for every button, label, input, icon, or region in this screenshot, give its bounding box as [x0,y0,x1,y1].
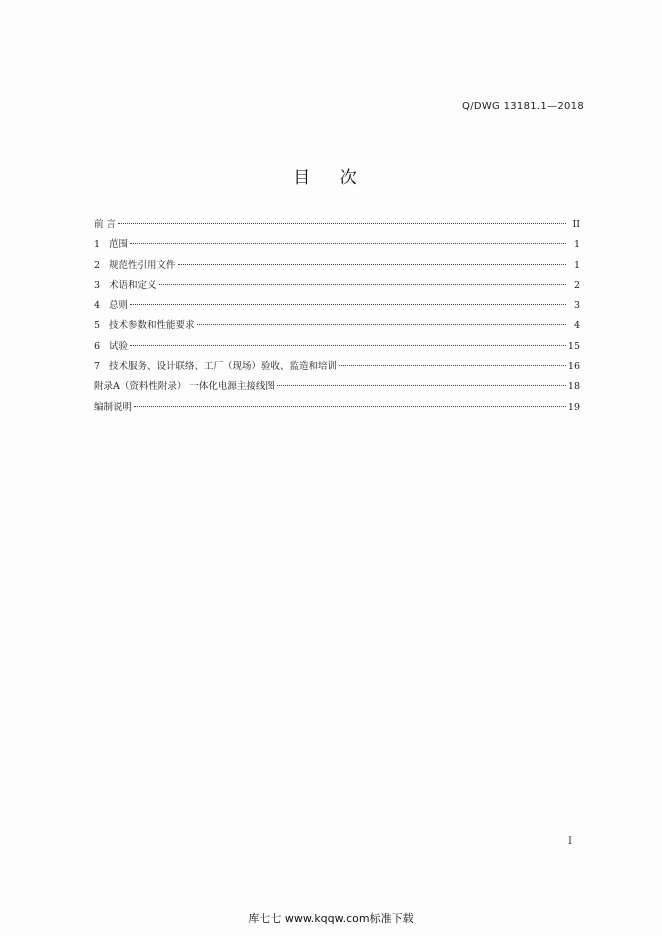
footer-watermark: 库七七 www.kqqw.com标准下载 [248,912,414,925]
toc-entry-number: 5 [94,320,101,332]
toc-entry-number: 2 [94,259,101,271]
toc-entry-general[interactable] [94,296,580,316]
toc-entry-label: 总则 [109,300,129,312]
toc-leader-dots [118,223,566,224]
toc-title: 目 次 [293,168,369,188]
toc-entry-page: 18 [567,381,580,393]
toc-entry-normative-references[interactable] [94,256,580,276]
toc-entry-technical-parameters[interactable] [94,316,580,336]
toc-entry-page: II [572,219,580,230]
toc-entry-label: 前 言 [94,219,117,230]
standard-code: Q/DWG 13181.1—2018 [462,101,584,112]
toc-entry-tests[interactable] [94,337,580,357]
toc-entry-foreword[interactable] [94,215,580,235]
toc-leader-dots [130,345,566,346]
toc-entry-label: 规范性引用文件 [109,259,176,271]
toc-entry-number: 7 [94,361,101,373]
toc-entry-compilation-notes[interactable] [94,398,580,418]
toc-leader-dots [130,304,566,305]
toc-entry-number: 6 [94,340,101,352]
table-of-contents [94,215,580,418]
toc-leader-dots [339,365,566,366]
toc-entry-number: 3 [94,279,101,291]
toc-entry-page: 4 [573,320,580,332]
toc-entry-label: 附录A（资料性附录） 一体化电源主接线图 [94,381,275,393]
page-number: I [568,836,572,847]
toc-entry-number: 4 [94,300,101,312]
toc-entry-number: 1 [94,239,101,251]
toc-entry-label: 试验 [109,340,129,352]
toc-entry-page: 2 [573,279,580,291]
toc-entry-page: 1 [573,259,580,271]
toc-entry-label: 技术服务、设计联络、工厂（现场）验收、监造和培训 [109,361,338,373]
toc-entry-page: 19 [567,401,580,413]
toc-entry-page: 16 [567,361,580,373]
toc-entry-scope[interactable] [94,235,580,255]
toc-entry-label: 范围 [109,239,129,251]
toc-entry-label: 编制说明 [94,401,133,413]
toc-entry-page: 1 [573,239,580,251]
toc-entry-appendix-a[interactable] [94,377,580,397]
toc-leader-dots [159,284,566,285]
toc-entry-page: 3 [573,300,580,312]
toc-entry-label: 技术参数和性能要求 [109,320,195,332]
toc-entry-terms-definitions[interactable] [94,276,580,296]
toc-leader-dots [178,264,566,265]
toc-entry-technical-services[interactable] [94,357,580,377]
toc-leader-dots [277,385,566,386]
toc-entry-label: 术语和定义 [109,279,157,291]
toc-entry-page: 15 [567,340,580,352]
toc-leader-dots [130,243,566,244]
toc-leader-dots [134,406,566,407]
toc-leader-dots [197,324,566,325]
